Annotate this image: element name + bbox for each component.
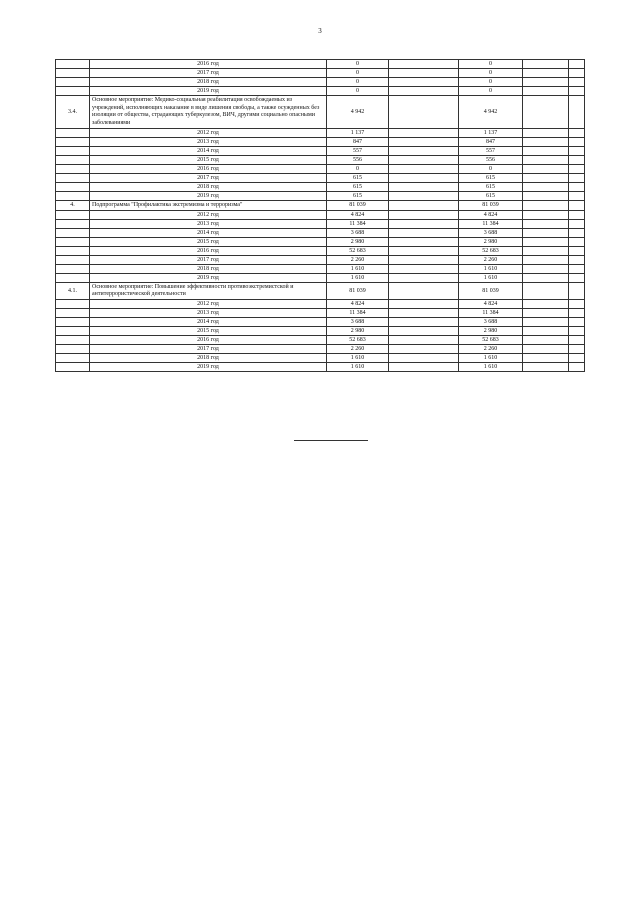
federal-cell xyxy=(389,211,459,220)
row-number-cell xyxy=(56,265,90,274)
regional-cell: 1 610 xyxy=(459,354,523,363)
row-number-cell xyxy=(56,300,90,309)
table-row xyxy=(56,138,585,147)
total-cell: 615 xyxy=(327,192,389,201)
row-number-cell: 3.4. xyxy=(56,96,90,129)
row-name-cell: 2013 год xyxy=(90,220,327,229)
row-number-cell xyxy=(56,147,90,156)
page-number: 3 xyxy=(318,27,322,35)
other-cell xyxy=(569,165,585,174)
table-row xyxy=(56,309,585,318)
table-row xyxy=(56,265,585,274)
table-row xyxy=(56,274,585,283)
row-name-cell: 2012 год xyxy=(90,300,327,309)
local-cell xyxy=(523,201,569,211)
local-cell xyxy=(523,300,569,309)
row-name-cell: 2017 год xyxy=(90,345,327,354)
regional-cell: 0 xyxy=(459,165,523,174)
row-name-cell: 2017 год xyxy=(90,69,327,78)
local-cell xyxy=(523,78,569,87)
federal-cell xyxy=(389,327,459,336)
other-cell xyxy=(569,256,585,265)
table-row xyxy=(56,165,585,174)
local-cell xyxy=(523,147,569,156)
table-row xyxy=(56,354,585,363)
table-row xyxy=(56,238,585,247)
row-number-cell xyxy=(56,174,90,183)
total-cell: 11 384 xyxy=(327,309,389,318)
row-number-cell xyxy=(56,78,90,87)
table-row xyxy=(56,300,585,309)
regional-cell: 0 xyxy=(459,60,523,69)
other-cell xyxy=(569,336,585,345)
table-row xyxy=(56,78,585,87)
other-cell xyxy=(569,129,585,138)
local-cell xyxy=(523,336,569,345)
federal-cell xyxy=(389,247,459,256)
row-name-cell: 2015 год xyxy=(90,238,327,247)
table-row xyxy=(56,192,585,201)
table-row xyxy=(56,256,585,265)
row-number-cell xyxy=(56,183,90,192)
row-name-cell: 2019 год xyxy=(90,363,327,372)
local-cell xyxy=(523,60,569,69)
other-cell xyxy=(569,60,585,69)
table-section-row xyxy=(56,283,585,300)
row-number-cell xyxy=(56,363,90,372)
total-cell: 0 xyxy=(327,87,389,96)
total-cell: 2 980 xyxy=(327,327,389,336)
federal-cell xyxy=(389,345,459,354)
other-cell xyxy=(569,87,585,96)
local-cell xyxy=(523,345,569,354)
regional-cell: 1 610 xyxy=(459,363,523,372)
row-name-cell: 2016 год xyxy=(90,165,327,174)
row-number-cell: 4. xyxy=(56,201,90,211)
row-number-cell xyxy=(56,87,90,96)
local-cell xyxy=(523,274,569,283)
row-number-cell xyxy=(56,238,90,247)
federal-cell xyxy=(389,274,459,283)
regional-cell: 1 137 xyxy=(459,129,523,138)
table-row xyxy=(56,60,585,69)
other-cell xyxy=(569,69,585,78)
federal-cell xyxy=(389,265,459,274)
federal-cell xyxy=(389,309,459,318)
row-number-cell xyxy=(56,138,90,147)
row-number-cell xyxy=(56,156,90,165)
federal-cell xyxy=(389,336,459,345)
local-cell xyxy=(523,138,569,147)
row-name-cell: 2014 год xyxy=(90,229,327,238)
other-cell xyxy=(569,318,585,327)
other-cell xyxy=(569,211,585,220)
total-cell: 2 260 xyxy=(327,345,389,354)
regional-cell: 4 824 xyxy=(459,211,523,220)
regional-cell: 4 942 xyxy=(459,96,523,129)
row-name-cell: 2012 год xyxy=(90,129,327,138)
total-cell: 3 688 xyxy=(327,229,389,238)
regional-cell: 0 xyxy=(459,78,523,87)
row-name-cell: 2019 год xyxy=(90,274,327,283)
other-cell xyxy=(569,363,585,372)
row-number-cell xyxy=(56,165,90,174)
table-row xyxy=(56,211,585,220)
local-cell xyxy=(523,183,569,192)
other-cell xyxy=(569,238,585,247)
regional-cell: 81 039 xyxy=(459,283,523,300)
table-row xyxy=(56,345,585,354)
total-cell: 615 xyxy=(327,174,389,183)
total-cell: 847 xyxy=(327,138,389,147)
row-number-cell xyxy=(56,129,90,138)
table-row xyxy=(56,247,585,256)
row-name-cell: 2013 год xyxy=(90,138,327,147)
regional-cell: 2 260 xyxy=(459,256,523,265)
regional-cell: 2 980 xyxy=(459,327,523,336)
regional-cell: 847 xyxy=(459,138,523,147)
row-name-cell: Основное мероприятие: Медико-социальная реабилитация освобождаемых из учреждений, исполняющих наказание в виде лишения свободы, а также осужденных без изоляции от общества, страдающих туберкулезом, ВИЧ, другими социально опасными заболеваниями xyxy=(90,96,327,129)
local-cell xyxy=(523,211,569,220)
federal-cell xyxy=(389,87,459,96)
row-name-cell: Подпрограмма "Профилактика экстремизма и терроризма" xyxy=(90,201,327,211)
regional-cell: 1 610 xyxy=(459,274,523,283)
federal-cell xyxy=(389,129,459,138)
local-cell xyxy=(523,220,569,229)
local-cell xyxy=(523,354,569,363)
regional-cell: 1 610 xyxy=(459,265,523,274)
row-name-cell: 2017 год xyxy=(90,256,327,265)
regional-cell: 52 683 xyxy=(459,336,523,345)
row-number-cell xyxy=(56,327,90,336)
total-cell: 1 610 xyxy=(327,274,389,283)
total-cell: 0 xyxy=(327,60,389,69)
federal-cell xyxy=(389,283,459,300)
total-cell: 4 824 xyxy=(327,211,389,220)
total-cell: 2 260 xyxy=(327,256,389,265)
table-row xyxy=(56,174,585,183)
local-cell xyxy=(523,229,569,238)
table-row xyxy=(56,363,585,372)
row-name-cell: 2016 год xyxy=(90,247,327,256)
row-name-cell: 2018 год xyxy=(90,265,327,274)
row-number-cell xyxy=(56,69,90,78)
row-name-cell: 2015 год xyxy=(90,156,327,165)
local-cell xyxy=(523,69,569,78)
federal-cell xyxy=(389,201,459,211)
regional-cell: 81 039 xyxy=(459,201,523,211)
other-cell xyxy=(569,300,585,309)
local-cell xyxy=(523,96,569,129)
total-cell: 0 xyxy=(327,165,389,174)
federal-cell xyxy=(389,60,459,69)
other-cell xyxy=(569,345,585,354)
federal-cell xyxy=(389,174,459,183)
federal-cell xyxy=(389,183,459,192)
row-number-cell xyxy=(56,274,90,283)
row-number-cell xyxy=(56,336,90,345)
federal-cell xyxy=(389,229,459,238)
total-cell: 81 039 xyxy=(327,201,389,211)
other-cell xyxy=(569,283,585,300)
regional-cell: 615 xyxy=(459,192,523,201)
local-cell xyxy=(523,318,569,327)
local-cell xyxy=(523,309,569,318)
other-cell xyxy=(569,174,585,183)
table-row xyxy=(56,183,585,192)
total-cell: 3 688 xyxy=(327,318,389,327)
regional-cell: 11 384 xyxy=(459,220,523,229)
total-cell: 81 039 xyxy=(327,283,389,300)
other-cell xyxy=(569,96,585,129)
row-name-cell: 2014 год xyxy=(90,318,327,327)
table-row xyxy=(56,147,585,156)
table-row xyxy=(56,129,585,138)
federal-cell xyxy=(389,165,459,174)
row-number-cell xyxy=(56,318,90,327)
other-cell xyxy=(569,201,585,211)
local-cell xyxy=(523,165,569,174)
table-section-row xyxy=(56,96,585,129)
row-number-cell xyxy=(56,229,90,238)
total-cell: 4 824 xyxy=(327,300,389,309)
row-number-cell xyxy=(56,192,90,201)
other-cell xyxy=(569,192,585,201)
budget-table xyxy=(55,59,585,372)
row-name-cell: 2019 год xyxy=(90,192,327,201)
federal-cell xyxy=(389,318,459,327)
row-name-cell: 2016 год xyxy=(90,336,327,345)
other-cell xyxy=(569,183,585,192)
table-row xyxy=(56,318,585,327)
other-cell xyxy=(569,138,585,147)
row-name-cell: 2019 год xyxy=(90,87,327,96)
row-number-cell xyxy=(56,354,90,363)
row-number-cell xyxy=(56,211,90,220)
other-cell xyxy=(569,220,585,229)
regional-cell: 11 384 xyxy=(459,309,523,318)
row-number-cell xyxy=(56,256,90,265)
federal-cell xyxy=(389,256,459,265)
regional-cell: 557 xyxy=(459,147,523,156)
row-name-cell: 2012 год xyxy=(90,211,327,220)
local-cell xyxy=(523,129,569,138)
local-cell xyxy=(523,327,569,336)
local-cell xyxy=(523,256,569,265)
federal-cell xyxy=(389,220,459,229)
local-cell xyxy=(523,238,569,247)
row-number-cell xyxy=(56,220,90,229)
regional-cell: 3 688 xyxy=(459,229,523,238)
row-name-cell: 2016 год xyxy=(90,60,327,69)
local-cell xyxy=(523,247,569,256)
regional-cell: 4 824 xyxy=(459,300,523,309)
row-number-cell xyxy=(56,345,90,354)
table-row xyxy=(56,220,585,229)
regional-cell: 0 xyxy=(459,69,523,78)
federal-cell xyxy=(389,147,459,156)
row-name-cell: 2013 год xyxy=(90,309,327,318)
federal-cell xyxy=(389,300,459,309)
total-cell: 2 980 xyxy=(327,238,389,247)
other-cell xyxy=(569,78,585,87)
total-cell: 615 xyxy=(327,183,389,192)
row-name-cell: 2014 год xyxy=(90,147,327,156)
row-name-cell: 2018 год xyxy=(90,183,327,192)
total-cell: 4 942 xyxy=(327,96,389,129)
other-cell xyxy=(569,229,585,238)
table-row xyxy=(56,336,585,345)
row-name-cell: 2017 год xyxy=(90,174,327,183)
local-cell xyxy=(523,192,569,201)
end-rule xyxy=(294,440,368,441)
regional-cell: 615 xyxy=(459,174,523,183)
total-cell: 1 610 xyxy=(327,265,389,274)
regional-cell: 0 xyxy=(459,87,523,96)
regional-cell: 2 260 xyxy=(459,345,523,354)
local-cell xyxy=(523,265,569,274)
total-cell: 0 xyxy=(327,69,389,78)
table-row xyxy=(56,327,585,336)
other-cell xyxy=(569,274,585,283)
federal-cell xyxy=(389,78,459,87)
federal-cell xyxy=(389,363,459,372)
regional-cell: 3 688 xyxy=(459,318,523,327)
total-cell: 0 xyxy=(327,78,389,87)
total-cell: 11 384 xyxy=(327,220,389,229)
total-cell: 556 xyxy=(327,156,389,165)
other-cell xyxy=(569,354,585,363)
other-cell xyxy=(569,247,585,256)
table-section-row xyxy=(56,201,585,211)
table-body xyxy=(56,60,585,372)
local-cell xyxy=(523,156,569,165)
regional-cell: 615 xyxy=(459,183,523,192)
federal-cell xyxy=(389,96,459,129)
total-cell: 52 683 xyxy=(327,336,389,345)
total-cell: 1 610 xyxy=(327,363,389,372)
row-name-cell: 2015 год xyxy=(90,327,327,336)
federal-cell xyxy=(389,69,459,78)
local-cell xyxy=(523,87,569,96)
row-number-cell: 4.1. xyxy=(56,283,90,300)
federal-cell xyxy=(389,138,459,147)
total-cell: 52 683 xyxy=(327,247,389,256)
federal-cell xyxy=(389,156,459,165)
table-row xyxy=(56,69,585,78)
local-cell xyxy=(523,174,569,183)
table-row xyxy=(56,87,585,96)
other-cell xyxy=(569,309,585,318)
total-cell: 1 137 xyxy=(327,129,389,138)
federal-cell xyxy=(389,354,459,363)
row-name-cell: Основное мероприятие: Повышение эффективности противоэкстремистской и антитеррористической деятельности xyxy=(90,283,327,300)
other-cell xyxy=(569,327,585,336)
row-name-cell: 2018 год xyxy=(90,78,327,87)
row-number-cell xyxy=(56,309,90,318)
regional-cell: 556 xyxy=(459,156,523,165)
regional-cell: 2 980 xyxy=(459,238,523,247)
other-cell xyxy=(569,156,585,165)
federal-cell xyxy=(389,238,459,247)
other-cell xyxy=(569,147,585,156)
row-number-cell xyxy=(56,60,90,69)
table-row xyxy=(56,156,585,165)
total-cell: 557 xyxy=(327,147,389,156)
local-cell xyxy=(523,283,569,300)
table-row xyxy=(56,229,585,238)
federal-cell xyxy=(389,192,459,201)
row-name-cell: 2018 год xyxy=(90,354,327,363)
local-cell xyxy=(523,363,569,372)
regional-cell: 52 683 xyxy=(459,247,523,256)
row-number-cell xyxy=(56,247,90,256)
total-cell: 1 610 xyxy=(327,354,389,363)
other-cell xyxy=(569,265,585,274)
